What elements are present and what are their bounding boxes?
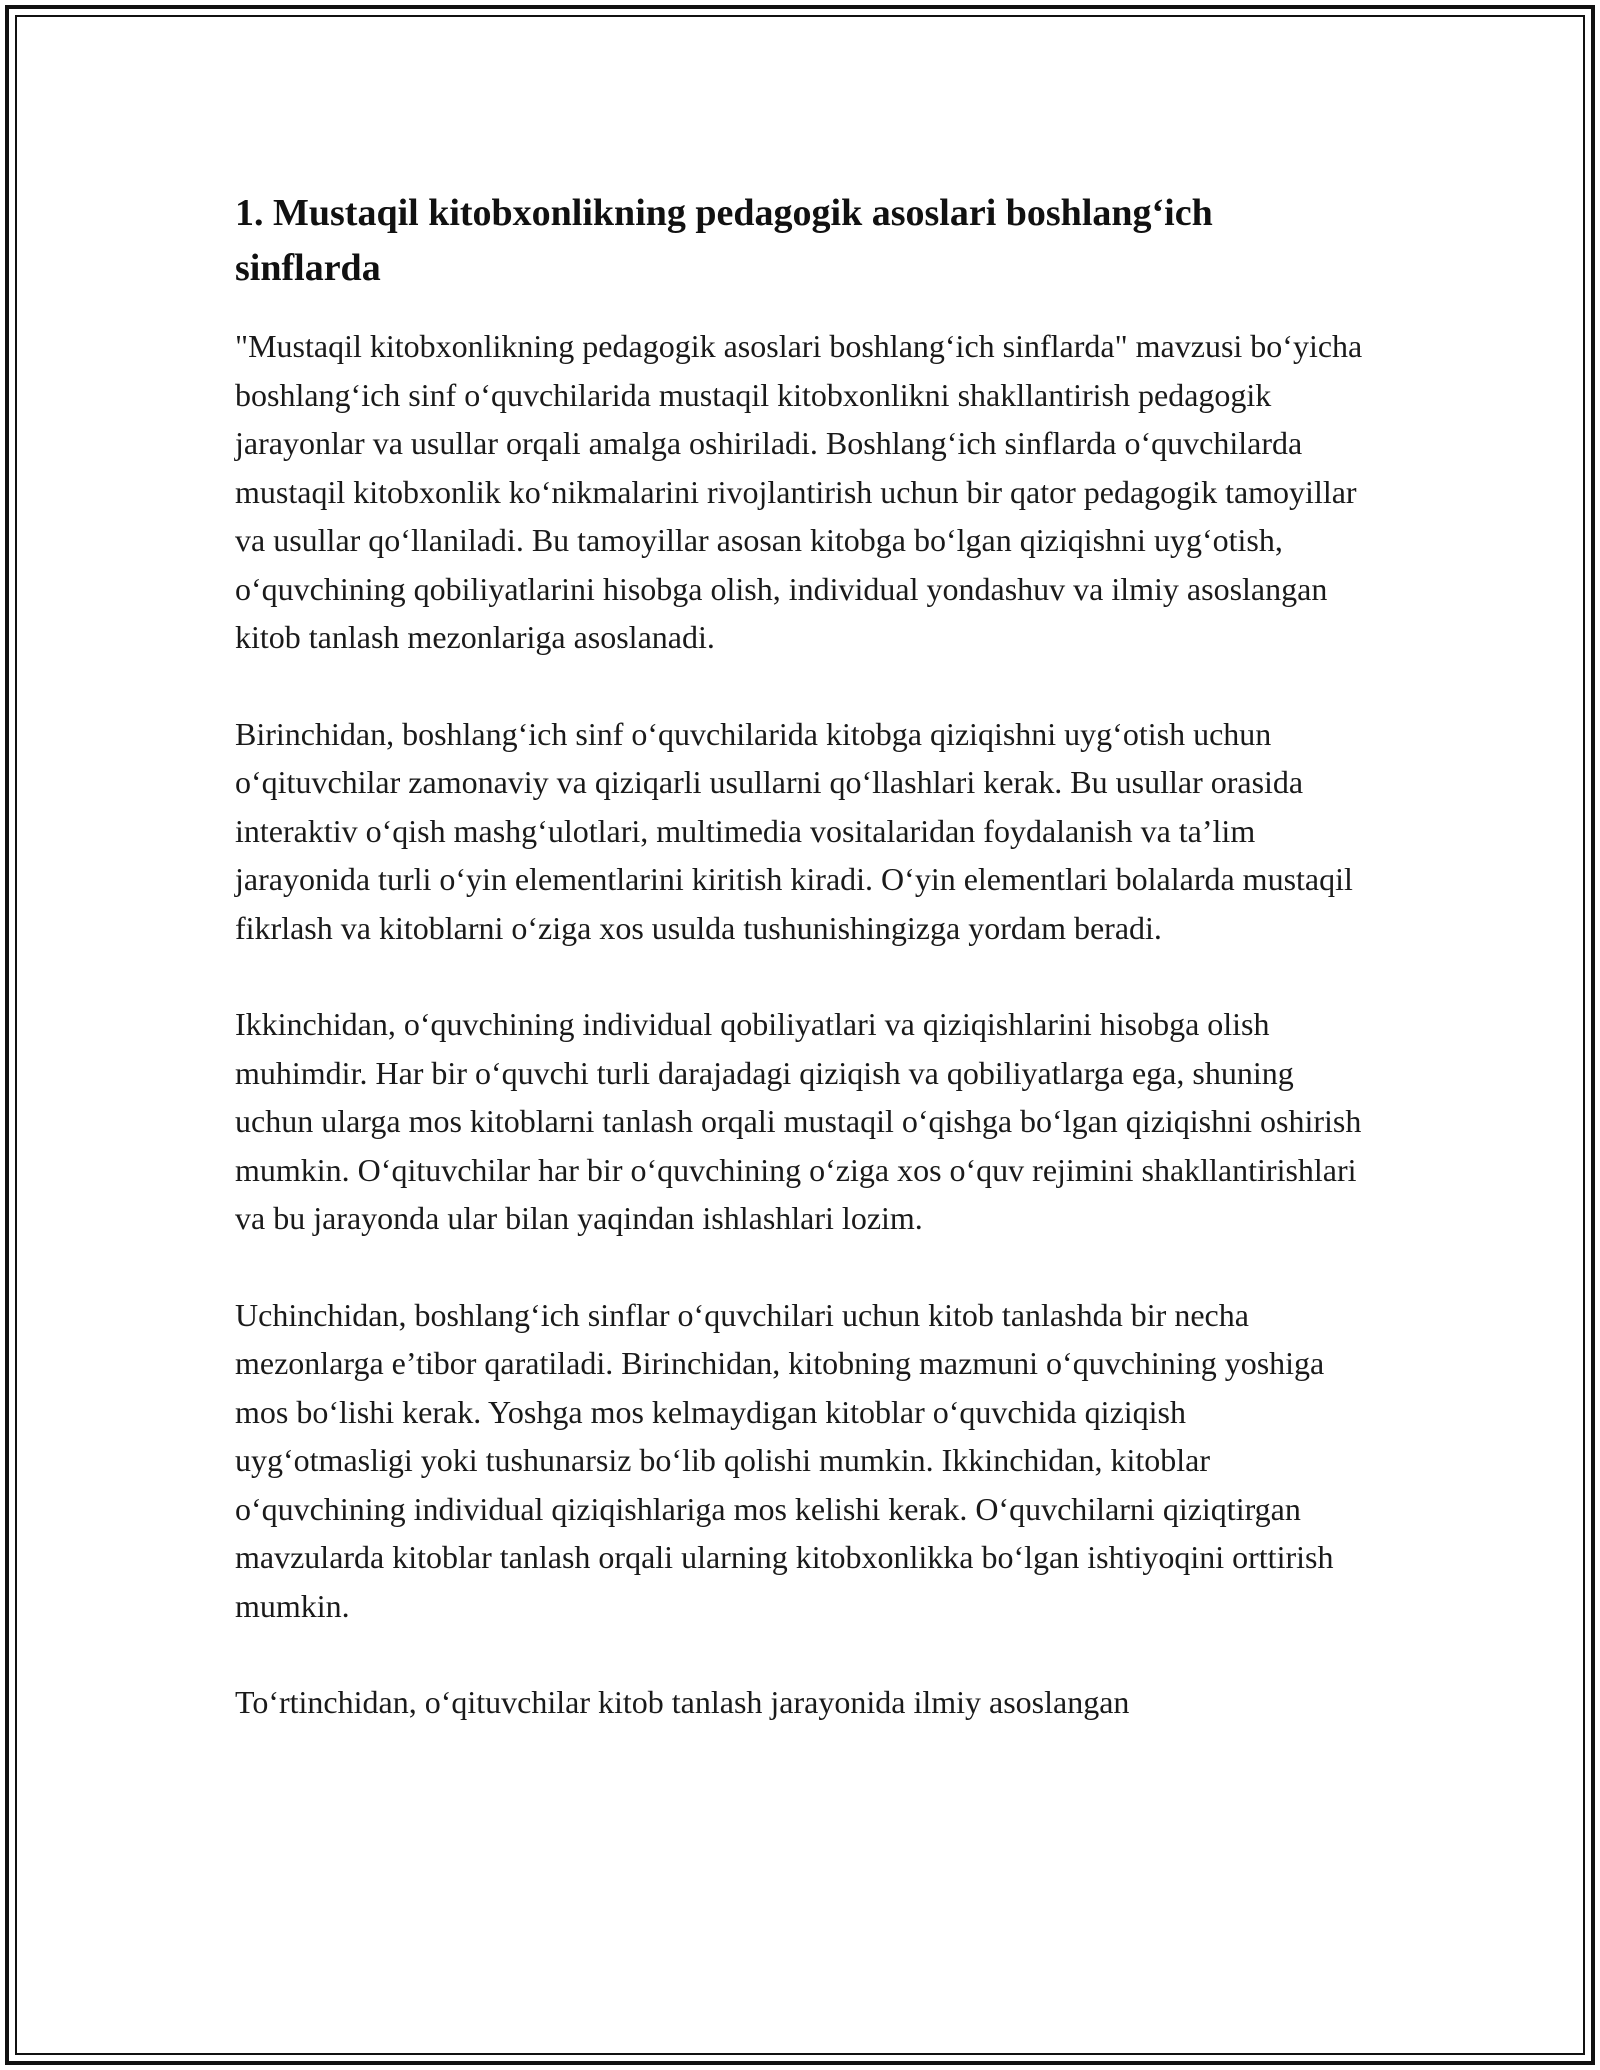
paragraph-first-point: Birinchidan, boshlang‘ich sinf o‘quvchilarida kitobga qiziqishni uyg‘otish uchun o‘qituvchilar zamonaviy va qiziqarli usullarni qo‘llashlari kerak. Bu usullar orasida interaktiv o‘qish mashg‘ulotlari, multimedia vositalaridan foydalanish va ta’lim jarayonida turli o‘yin elementlarini kiritish kiradi. O‘yin elementlari bolalarda mustaqil fikrlash va kitoblarni o‘ziga xos usulda tushunishingizga yordam beradi. (235, 715, 1353, 946)
section-heading: 1. Mustaqil kitobxonlikning pedagogik asoslari boshlang‘ich sinflarda (235, 192, 1213, 289)
paragraph-second-point: Ikkinchidan, o‘quvchining individual qobiliyatlari va qiziqishlarini hisobga olish muhimdir. Har bir o‘quvchi turli darajadagi qiziqish va qobiliyatlarga ega, shuning uchun ularga mos kitoblarni tanlash orqali mustaqil o‘qishga bo‘lgan qiziqishni oshirish mumkin. O‘qituvchilar har bir o‘quvchining o‘ziga xos o‘quv rejimini shakllantirishlari va bu jarayonda ular bilan yaqindan ishlashlari lozim. (235, 1006, 1362, 1236)
paragraph-intro: "Mustaqil kitobxonlikning pedagogik asoslari boshlang‘ich sinflarda" mavzusi bo‘yicha boshlang‘ich sinf o‘quvchilarida mustaqil kitobxonlikni shakllantirish pedagogik jarayonlar va usullar orqali amalga oshiriladi. Boshlang‘ich sinflarda o‘quvchilarda mustaqil kitobxonlik ko‘nikmalarini rivojlantirish uchun bir qator pedagogik tamoyillar va usullar qo‘llaniladi. Bu tamoyillar asosan kitobga bo‘lgan qiziqishni uyg‘otish, o‘quvchining qobiliyatlarini hisobga olish, individual yondashuv va ilmiy asoslangan kitob tanlash mezonlariga asoslanadi. (235, 328, 1363, 655)
paragraph-fourth-point: To‘rtinchidan, o‘qituvchilar kitob tanlash jarayonida ilmiy asoslangan (235, 1684, 1130, 1720)
paragraph-third-point: Uchinchidan, boshlang‘ich sinflar o‘quvchilari uchun kitob tanlashda bir necha mezonlarga e’tibor qaratiladi. Birinchidan, kitobning mazmuni o‘quvchining yoshiga mos bo‘lishi kerak. Yoshga mos kelmaydigan kitoblar o‘quvchida qiziqish uyg‘otmasligi yoki tushunarsiz bo‘lib qolishi mumkin. Ikkinchidan, kitoblar o‘quvchining individual qiziqishlariga mos kelishi kerak. O‘quvchilarni qiziqtirgan mavzularda kitoblar tanlash orqali ularning kitobxonlikka bo‘lgan ishtiyoqini orttirish mumkin. (235, 1296, 1334, 1624)
document-body (235, 186, 1365, 1775)
